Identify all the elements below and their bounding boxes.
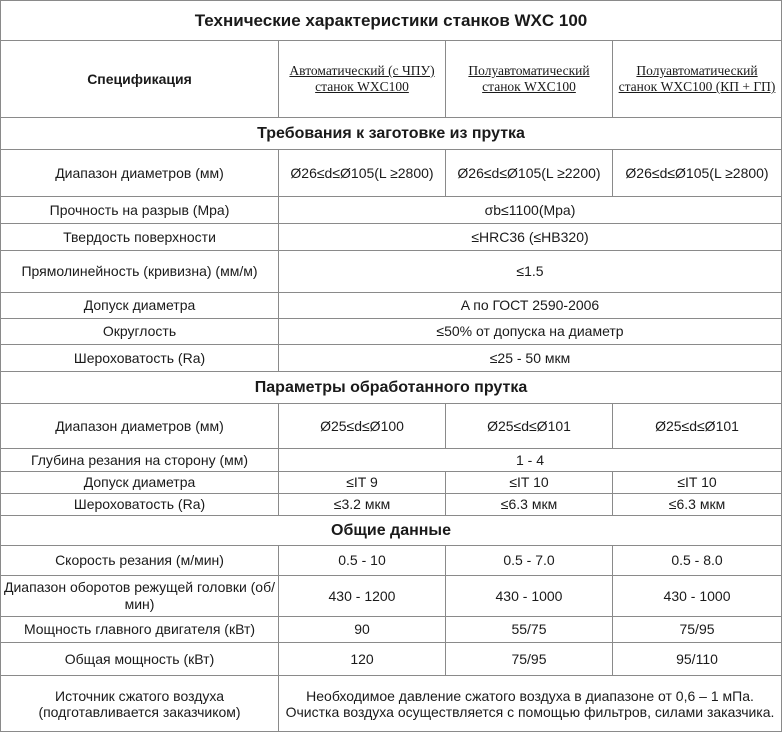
row-label: Диапазон оборотов режущей головки (об/мин) [1, 576, 279, 617]
row-merged-value: ≤1.5 [279, 251, 782, 293]
row-value: ≤3.2 мкм [279, 494, 446, 516]
row-label: Округлость [1, 319, 279, 345]
row-merged-value: ≤HRC36 (≤HB320) [279, 224, 782, 251]
table-row [1, 345, 782, 372]
table-row [1, 404, 782, 449]
row-value: Ø25≤d≤Ø100 [279, 404, 446, 449]
row-value: 0.5 - 7.0 [446, 546, 613, 576]
section-row [1, 516, 782, 546]
column-header-3: Полуавтоматический станок WXC100 (КП + ГП) [613, 41, 782, 118]
section-row [1, 372, 782, 404]
section-row [1, 118, 782, 150]
row-value: 95/110 [613, 643, 782, 676]
row-value: 0.5 - 8.0 [613, 546, 782, 576]
table-row [1, 472, 782, 494]
row-label: Твердость поверхности [1, 224, 279, 251]
row-value: 430 - 1000 [446, 576, 613, 617]
row-label: Источник сжатого воздуха (подготавливается заказчиком) [1, 676, 279, 732]
table-title: Технические характеристики станков WXC 100 [1, 1, 782, 41]
section-title: Параметры обработанного прутка [1, 372, 782, 404]
column-header-1: Автоматический (с ЧПУ) станок WXC100 [279, 41, 446, 118]
row-merged-value: 1 - 4 [279, 449, 782, 472]
table-row [1, 150, 782, 197]
row-value: 430 - 1000 [613, 576, 782, 617]
row-value: ≤IT 9 [279, 472, 446, 494]
row-label: Прочность на разрыв (Mpa) [1, 197, 279, 224]
row-value: 75/95 [446, 643, 613, 676]
column-header-2: Полуавтоматический станок WXC100 [446, 41, 613, 118]
table-row [1, 293, 782, 319]
row-label: Допуск диаметра [1, 472, 279, 494]
row-merged-value: σb≤1100(Mpa) [279, 197, 782, 224]
table-row [1, 251, 782, 293]
row-label: Глубина резания на сторону (мм) [1, 449, 279, 472]
table-row [1, 676, 782, 732]
row-merged-value: Необходимое давление сжатого воздуха в диапазоне от 0,6 – 1 мПа. Очистка воздуха осуществляется с помощью фильтров, силами заказчика. [279, 676, 782, 732]
row-label: Скорость резания (м/мин) [1, 546, 279, 576]
row-label: Шероховатость (Ra) [1, 345, 279, 372]
table-row [1, 224, 782, 251]
row-label: Общая мощность (кВт) [1, 643, 279, 676]
row-value: Ø26≤d≤Ø105(L ≥2800) [279, 150, 446, 197]
row-value: Ø25≤d≤Ø101 [613, 404, 782, 449]
row-label: Шероховатость (Ra) [1, 494, 279, 516]
table-row [1, 197, 782, 224]
table-row [1, 494, 782, 516]
row-value: ≤IT 10 [446, 472, 613, 494]
row-value: 0.5 - 10 [279, 546, 446, 576]
row-value: 90 [279, 617, 446, 643]
spec-header: Спецификация [1, 41, 279, 118]
row-value: 75/95 [613, 617, 782, 643]
table-row [1, 643, 782, 676]
row-value: Ø25≤d≤Ø101 [446, 404, 613, 449]
table-row [1, 319, 782, 345]
table-row [1, 449, 782, 472]
row-value: ≤6.3 мкм [613, 494, 782, 516]
row-value: 55/75 [446, 617, 613, 643]
section-title: Общие данные [1, 516, 782, 546]
table-row [1, 546, 782, 576]
row-value: Ø26≤d≤Ø105(L ≥2800) [613, 150, 782, 197]
row-value: ≤6.3 мкм [446, 494, 613, 516]
table-row [1, 576, 782, 617]
section-title: Требования к заготовке из прутка [1, 118, 782, 150]
row-merged-value: A по ГОСТ 2590-2006 [279, 293, 782, 319]
row-label: Диапазон диаметров (мм) [1, 404, 279, 449]
row-label: Прямолинейность (кривизна) (мм/м) [1, 251, 279, 293]
row-merged-value: ≤50% от допуска на диаметр [279, 319, 782, 345]
row-label: Мощность главного двигателя (кВт) [1, 617, 279, 643]
row-merged-value: ≤25 - 50 мкм [279, 345, 782, 372]
row-label: Допуск диаметра [1, 293, 279, 319]
row-value: ≤IT 10 [613, 472, 782, 494]
title-row [1, 1, 782, 41]
row-label: Диапазон диаметров (мм) [1, 150, 279, 197]
table-row [1, 617, 782, 643]
row-value: Ø26≤d≤Ø105(L ≥2200) [446, 150, 613, 197]
header-row [1, 41, 782, 118]
row-value: 120 [279, 643, 446, 676]
row-value: 430 - 1200 [279, 576, 446, 617]
